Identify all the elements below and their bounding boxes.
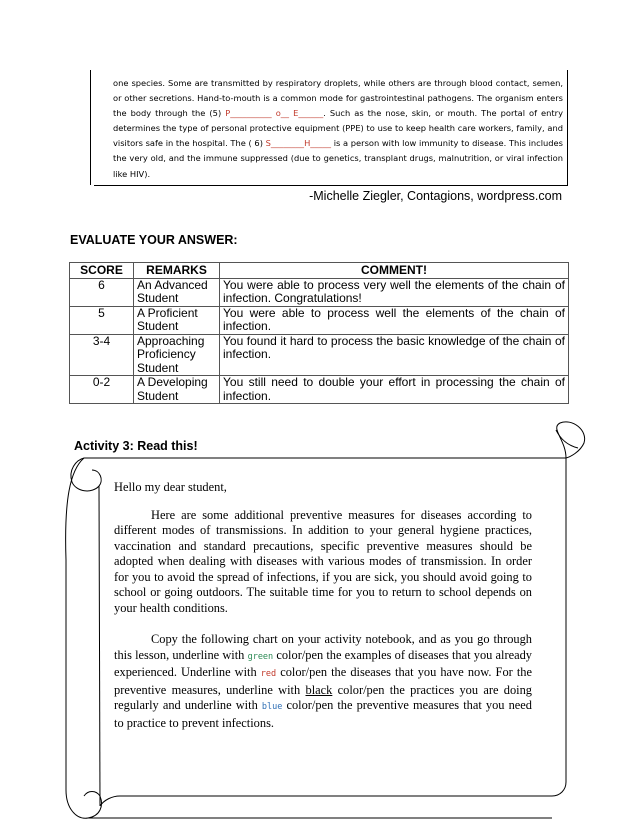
attribution: -Michelle Ziegler, Contagions, wordpress.com [309, 189, 562, 203]
remarks-cell: An Advanced Student [134, 278, 220, 306]
blue-word: blue [261, 702, 283, 712]
remarks-cell: A Proficient Student [134, 306, 220, 334]
letter-paragraph-2: Copy the following chart on your activity notebook, and as you go through this lesson, underline with green color/pen the examples of diseases that you already experienced. Underline with red color/pen the diseases that you have now. For the preventive measures, underline with black color/pen the practices you are doing regularly and underline with blue color/pen the preventive measures that you need to practice to prevent infections. [114, 632, 533, 730]
remarks-cell: Approaching Proficiency Student [134, 334, 220, 376]
score-cell: 0-2 [70, 376, 134, 404]
green-word: green [247, 651, 274, 662]
score-cell: 6 [70, 278, 134, 306]
activity-heading: Activity 3: Read this! [74, 439, 198, 453]
black-word: black [305, 682, 333, 697]
column-header: COMMENT! [220, 263, 569, 279]
column-header: REMARKS [134, 263, 220, 279]
letter-greeting: Hello my dear student, [114, 480, 227, 494]
column-header: SCORE [70, 263, 134, 279]
blank-5: P__________ o__ E______ [225, 108, 324, 119]
evaluate-heading: EVALUATE YOUR ANSWER: [70, 233, 238, 247]
comment-cell: You found it hard to process the basic knowledge of the chain of infection. [220, 334, 569, 376]
letter-paragraph-1: Here are some additional preventive measures for diseases according to different modes of transmissions. In addition to your general hygiene practices, vaccination and standard precautions, specific preventive measures should be adopted when dealing with diseases with various modes of transmission. In order for you to avoid the spread of infections, if you are sick, you should avoid going to school or going outdoors. The suitable time for you to return to school depends on your health conditions. [114, 507, 532, 615]
comment-cell: You were able to process very well the elements of the chain of infection. Congratulations! [220, 278, 569, 306]
passage-text: one species. Some are transmitted by respiratory droplets, while others are through blood contact, semen, or other secretions. Hand-to-mouth is a common mode for gastrointestinal pathogens. The organism enters the body through the (5) P__________ o__ E______. Such as the nose, skin, or mouth. The portal of entry determines the type of personal protective equipment (PPE) to use to keep health care workers, family, and visitors safe in the hospital. The ( 6) S________H_____ is a person with low immunity to disease. This includes the very old, and the immune suppressed (due to genetics, transplant drugs, malnutrition, or viral infection like HIV). [113, 78, 563, 179]
blank-6: S________H_____ [265, 138, 332, 149]
score-cell: 3-4 [70, 334, 134, 376]
comment-cell: You were able to process well the elements of the chain of infection. [220, 306, 569, 334]
red-word: red [260, 669, 277, 679]
comment-cell: You still need to double your effort in processing the chain of infection. [220, 376, 569, 404]
letter-body [114, 480, 532, 731]
remarks-cell: A Developing Student [134, 376, 220, 404]
score-cell: 5 [70, 306, 134, 334]
